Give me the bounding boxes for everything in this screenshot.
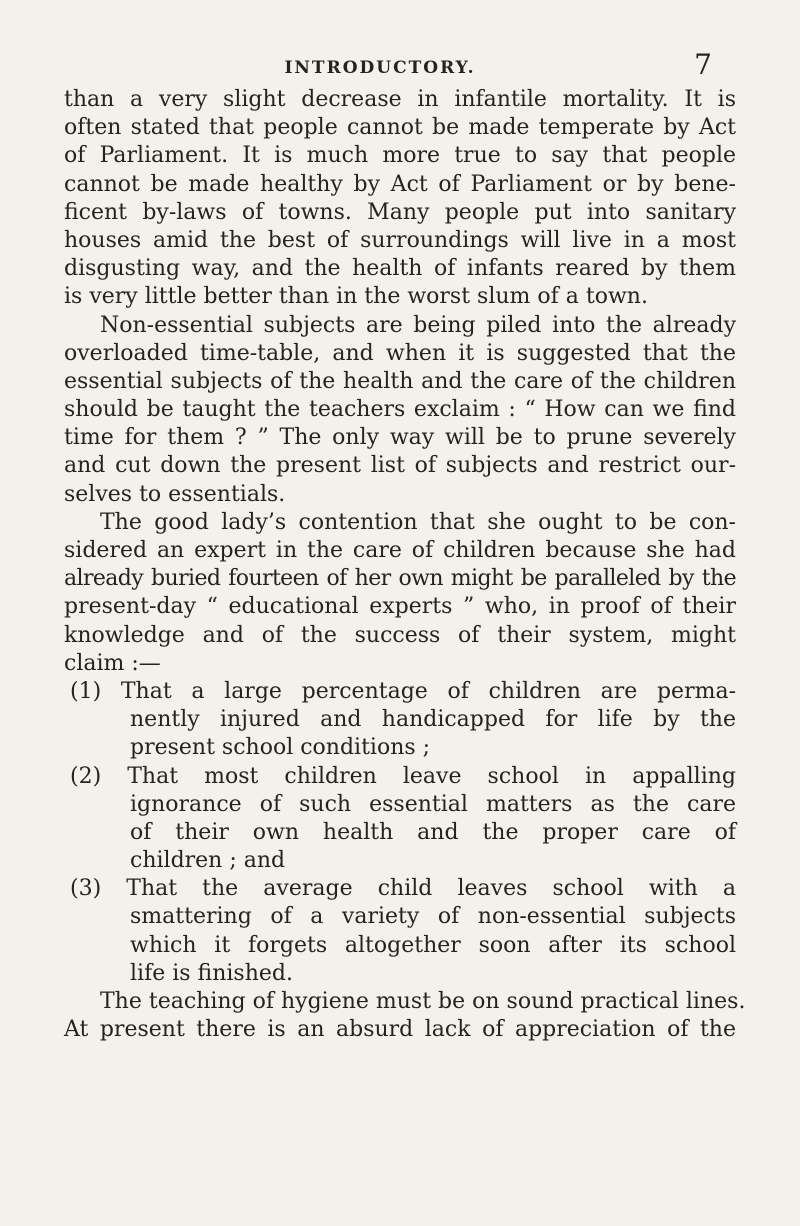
text-line: ficent by-laws of towns. Many people put into sanitary (64, 199, 736, 225)
text-line: time for them ? ” The only way will be to prune severely (64, 425, 736, 451)
text-line: and cut down the present list of subjects and restrict our- (64, 453, 736, 479)
text-line: houses amid the best of surroundings will live in a most (64, 227, 736, 253)
list-item-2-cont: ignorance of such essential matters as the care (130, 791, 736, 817)
list-item-2: (2) That most children leave school in appalling (70, 763, 736, 789)
text-line: of Parliament. It is much more true to say that people (64, 143, 736, 169)
body-text (64, 86, 746, 1044)
page-header (0, 48, 800, 82)
paragraph-start: The good lady’s contention that she ought to be con- (100, 509, 736, 535)
text-line: present-day “ educational experts ” who, in proof of their (64, 594, 736, 620)
text-line: selves to essentials. (64, 481, 286, 507)
text-line: is very little better than in the worst slum of a town. (64, 284, 648, 310)
running-title: INTRODUCTORY. (284, 58, 476, 78)
text-line: At present there is an absurd lack of appreciation of the (64, 1017, 736, 1043)
list-item-1-cont: present school conditions ; (130, 735, 431, 761)
text-line: already buried fourteen of her own might be paralleled by the (64, 566, 736, 592)
text-line: cannot be made healthy by Act of Parliament or by bene- (64, 171, 736, 197)
paragraph-start: Non-essential subjects are being piled into the already (100, 312, 736, 338)
text-line: knowledge and of the success of their system, might (64, 622, 736, 648)
text-line: should be taught the teachers exclaim : “ How can we find (64, 397, 736, 423)
list-item-3-cont: life is finished. (130, 960, 293, 986)
text-line: claim :— (64, 650, 161, 676)
list-item-3-cont: which it forgets altogether soon after its school (130, 932, 736, 958)
text-line: than a very slight decrease in infantile mortality. It is (64, 87, 736, 112)
list-item-3-cont: smattering of a variety of non-essential subjects (130, 904, 736, 930)
list-item-1-cont: nently injured and handicapped for life by the (130, 707, 736, 733)
text-line: overloaded time-table, and when it is suggested that the (64, 340, 736, 366)
text-line: sidered an expert in the care of children because she had (64, 538, 736, 563)
list-item-2-cont: children ; and (130, 848, 286, 874)
list-item-3: (3) That the average child leaves school with a (70, 876, 736, 902)
text-line: disgusting way, and the health of infants reared by them (64, 256, 736, 282)
page-number: 7 (694, 48, 712, 81)
list-item-2-cont: of their own health and the proper care of (130, 819, 736, 845)
paragraph-start: The teaching of hygiene must be on sound practical lines. (100, 989, 746, 1014)
text-line: essential subjects of the health and the care of the children (64, 368, 736, 394)
list-item-1: (1) That a large percentage of children are perma- (70, 678, 736, 704)
text-line: often stated that people cannot be made temperate by Act (64, 115, 736, 141)
